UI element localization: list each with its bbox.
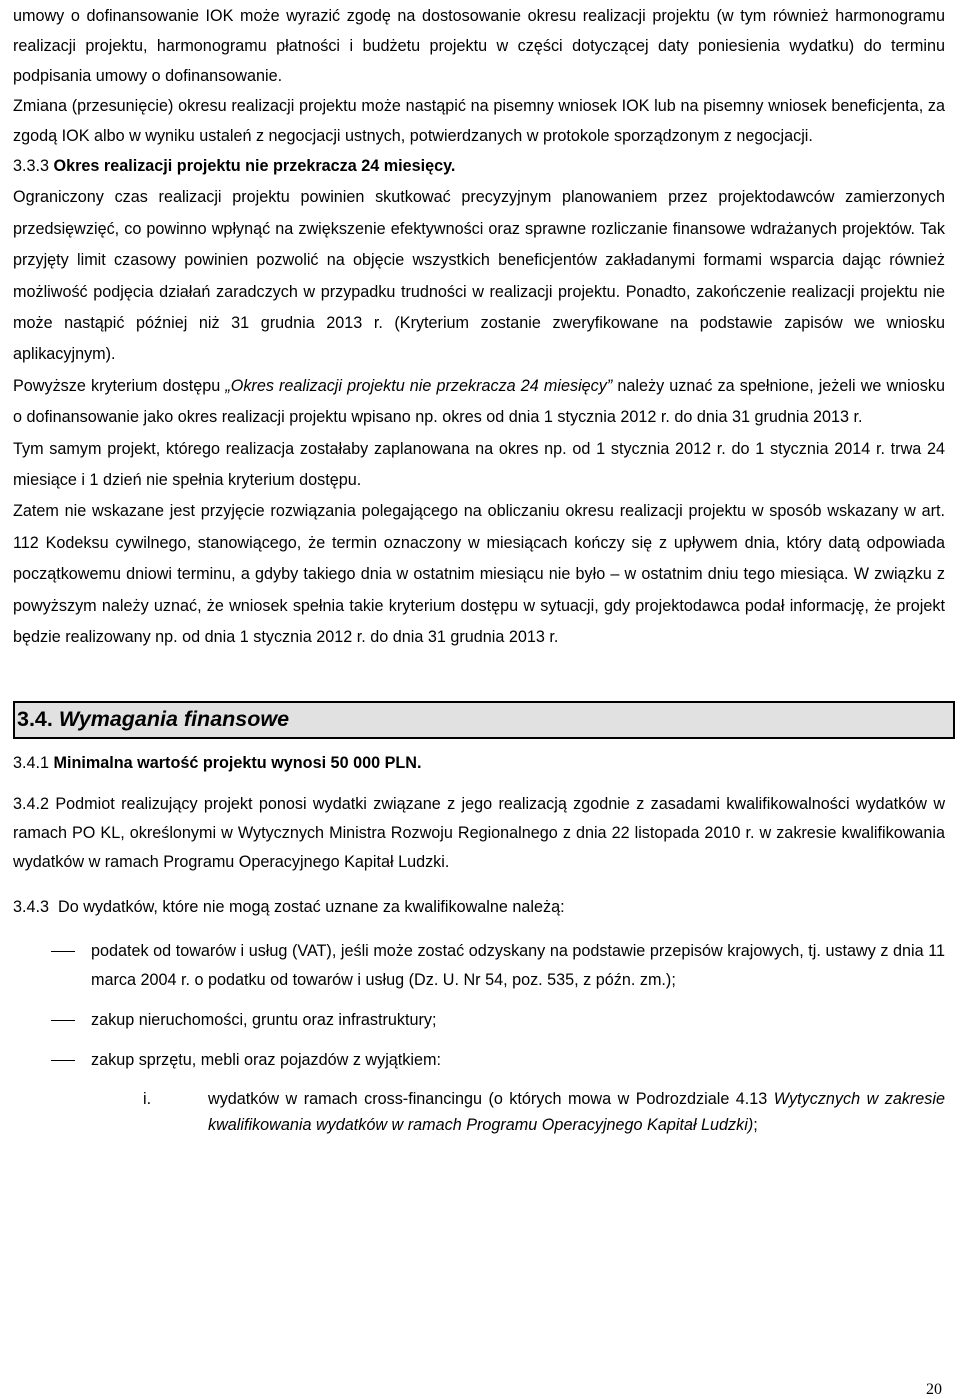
section-3-3-3-paragraph-1: Ograniczony czas realizacji projektu powinien skutkować precyzyjnym planowaniem przez projektodawców zamierzonych przedsięwzięć, co powinno wpłynąć na zwiększenie efektywności oraz sprawne rozliczanie finansowe wdrażanych projektów. Tak przyjęty limit czasowy powinien pozwolić na objęcie wszystkich beneficjentów zakładanymi formami wsparcia dając również możliwość podjęcia działań zaradczych w przypadku trudności w realizacji projektu. Ponadto, zakończenie realizacji projektu nie może nastąpić później niż 31 grudnia 2013 r. (Kryterium zostanie zweryfikowane na podstawie zapisów we wniosku aplikacyjnym).: [13, 188, 945, 364]
section-3-4-number: 3.4.: [17, 707, 53, 731]
section-3-4-2-number: 3.4.2: [13, 794, 50, 813]
excluded-expenses-list: [13, 937, 945, 1075]
section-3-4-2-text: Podmiot realizujący projekt ponosi wydatki związane z jego realizacją zgodnie z zasadami kwalifikowalności wydatków w ramach PO KL, określonymi w Wytycznych Ministra Rozwoju Regionalnego z dnia 22 listopada 2010 r. w zakresie kwalifikowania wydatków w ramach Programu Operacyjnego Kapitał Ludzki.: [13, 794, 946, 871]
section-3-3-3-paragraph-2: [13, 371, 945, 434]
intro-block: [13, 0, 945, 151]
paragraph-intro-1: umowy o dofinansowanie IOK może wyrazić zgodę na dostosowanie okresu realizacji projektu (w tym również harmonogramu realizacji projektu, harmonogramu płatności i budżetu projektu w części dotyczącej daty poniesienia wydatku) do terminu podpisania umowy o dofinansowanie.: [13, 7, 945, 85]
section-3-3-3-paragraph-3: Tym samym projekt, którego realizacja zostałaby zaplanowana na okres np. od 1 stycznia 2012 r. do 1 stycznia 2014 r. trwa 24 miesiące i 1 dzień nie spełnia kryterium dostępu.: [13, 439, 945, 490]
section-3-4-1-text: Minimalna wartość projektu wynosi 50 000 PLN.: [53, 753, 422, 772]
section-3-3-3-heading: [13, 151, 945, 182]
section-3-3-3-number: 3.3.3: [13, 157, 50, 175]
section-3-4-title-text: Wymagania finansowe: [58, 707, 290, 731]
dash-bullet: [51, 1060, 75, 1061]
paragraph-2-lead: Powyższe kryterium dostępu: [13, 376, 226, 395]
dash-bullet: [51, 951, 75, 952]
sub-list-number: i.: [143, 1089, 152, 1108]
list-item: [13, 937, 945, 995]
section-3-4-3-text: Do wydatków, które nie mogą zostać uznane za kwalifikowalne należą:: [58, 897, 565, 916]
document-page: [13, 0, 945, 1138]
list-item: [13, 1006, 945, 1035]
paragraph-intro-2: Zmiana (przesunięcie) okresu realizacji projektu może nastąpić na pisemny wniosek IOK lub na pisemny wniosek beneficjenta, za zgodą IOK albo w wyniku ustaleń z negocjacji ustnych, potwierdzanych w protokole sporządzonym z negocjacji.: [13, 97, 945, 145]
section-3-3-3-paragraph-4: Zatem nie wskazane jest przyjęcie rozwiązania polegającego na obliczaniu okresu realizacji projektu w sposób wskazany w art. 112 Kodeksu cywilnego, stanowiącego, że termin oznaczony w miesiącach kończy się z upływem dnia, który datą odpowiada początkowemu dniowi terminu, a gdyby takiego dnia w ostatnim miesiącu nie było – w ostatnim dniu tego miesiąca. W związku z powyższym należy uznać, że wniosek spełnia takie kryterium dostępu w sytuacji, gdy projektodawca podał informację, że projekt będzie realizowany np. od dnia 1 stycznia 2012 r. do dnia 31 grudnia 2013 r.: [13, 502, 945, 647]
page-number: 20: [926, 1381, 942, 1398]
section-3-3-3: [13, 151, 945, 654]
list-item-text: zakup nieruchomości, gruntu oraz infrastruktury;: [91, 1010, 437, 1029]
section-3-3-3-title: Okres realizacji projektu nie przekracza 24 miesięcy.: [53, 157, 456, 175]
dash-bullet: [51, 1020, 75, 1021]
section-3-4-1-number: 3.4.1: [13, 753, 50, 772]
section-3-4-3: [13, 897, 945, 917]
sub-list-text: wydatków w ramach cross-financingu (o których mowa w Podrozdziale 4.13: [208, 1089, 774, 1108]
section-3-4-3-number: 3.4.3: [13, 897, 50, 916]
sub-list-text-italic: Wytycznych w zakresie kwalifikowania wydatków w ramach Programu Operacyjnego Kapitał Ludzki): [208, 1089, 946, 1134]
criterion-name-italic: „Okres realizacji projektu nie przekracza 24 miesięcy”: [225, 376, 613, 395]
section-3-4-title: [17, 707, 289, 732]
list-item: [13, 1046, 945, 1075]
section-3-4-header: [13, 701, 955, 739]
list-item-text: podatek od towarów i usług (VAT), jeśli może zostać odzyskany na podstawie przepisów krajowych, tj. ustawy z dnia 11 marca 2004 r. o podatku od towarów i usług (Dz. U. Nr 54, poz. 535, z późn. zm.);: [91, 941, 945, 989]
list-item-text: zakup sprzętu, mebli oraz pojazdów z wyjątkiem:: [91, 1050, 441, 1069]
paragraph-2-rest: należy uznać za spełnione, jeżeli we wniosku o dofinansowanie jako okres realizacji projektu wpisano np. okres od dnia 1 stycznia 2012 r. do dnia 31 grudnia 2013 r.: [13, 376, 945, 427]
sub-list-text-end: ;: [753, 1115, 758, 1134]
section-3-4-2: [13, 790, 945, 877]
sub-list-item-i: [13, 1086, 945, 1138]
section-3-4-1: [13, 753, 945, 773]
